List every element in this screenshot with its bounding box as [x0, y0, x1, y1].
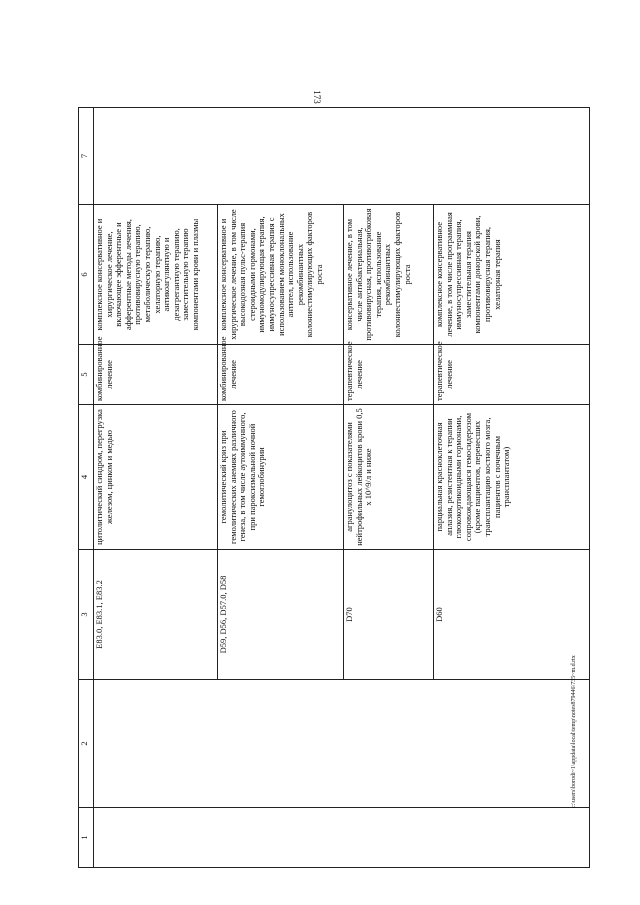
cell-treatment-type: терапевтическое лечение [344, 345, 434, 405]
header-col-3: 3 [79, 550, 94, 680]
cell-diagnosis: агранулоцитоз с показателями нейтрофильных лейкоцитов крови 0,5 х 10^9/л и ниже [344, 405, 434, 550]
cell-col-7 [94, 108, 590, 205]
cell-diagnosis: парциальная красноклеточная аплазия, резистентная к терапии глюкокортикоидными гормонами, сопровождающаяся гемосидерозом (кроме пациентов, перенесших трансплантацию костного мозга, пациентов с почечным трансплантатом) [434, 405, 590, 550]
cell-diagnosis: гемолитический криз при гемолитических анемиях различного генеза, в том числе аутоиммунного, при пароксизмальной ночной гемоглобинурии [218, 405, 344, 550]
cell-treatment-type: комбинированное лечение [94, 345, 218, 405]
header-col-4: 4 [79, 405, 94, 550]
cell-col-2 [94, 680, 590, 808]
header-col-7: 7 [79, 108, 94, 205]
table-row [94, 108, 218, 868]
header-col-6: 6 [79, 205, 94, 345]
cell-treatment-type: комбинированное лечение [218, 345, 344, 405]
header-col-5: 5 [79, 345, 94, 405]
cell-treatment-type: терапевтическое лечение [434, 345, 590, 405]
cell-icd-codes: D70 [344, 550, 434, 680]
cell-icd-codes: D60 [434, 550, 590, 680]
cell-diagnosis: цитолитический синдром, перегрузка железом, цинком и медью [94, 405, 218, 550]
cell-treatment-method: комплексное консервативное и хирургическое лечение, в том числе высокодозная пульс-терапия стероидными гормонами, иммуномодулирующая терапия, иммуносупрессивная терапия с использованием моноклональных антител, использование рекомбинантных колониестимулирующих факторов роста [218, 205, 344, 345]
header-col-1: 1 [79, 808, 94, 868]
cell-icd-codes: E83.0, E83.1, E83.2 [94, 550, 218, 680]
cell-col-1 [94, 808, 590, 868]
page-number: 173 [311, 90, 322, 104]
header-row [79, 108, 94, 868]
footer-file-path: c:\users\borodi~1\appdata\local\temp\notes879446\735~m.d.rtx [571, 655, 577, 808]
cell-treatment-method: комплексное консервативное лечение, в том числе программная иммуносупрессивная терапия, заместительная терапия компонентами донорской крови, противовирусная терапия, хелаторная терапия [434, 205, 590, 345]
cell-treatment-method: консервативное лечение, в том числе антибактериальная, противовирусная, противогрибковая терапия, использование рекомбинантных колониестимулирующих факторов роста [344, 205, 434, 345]
cell-treatment-method: комплексное консервативное и хирургическое лечение, включающее эфферентные и афферентные методы лечения, противовирусную терапию, метаболическую терапию, хелаторную терапию, антикоагулянтную и дезагрегантную терапию, заместительную терапию компонентами крови и плазмы [94, 205, 218, 345]
rotated-table [78, 108, 590, 868]
header-col-2: 2 [79, 680, 94, 808]
treatment-table [78, 107, 590, 868]
cell-icd-codes: D59, D56, D57.0, D58 [218, 550, 344, 680]
